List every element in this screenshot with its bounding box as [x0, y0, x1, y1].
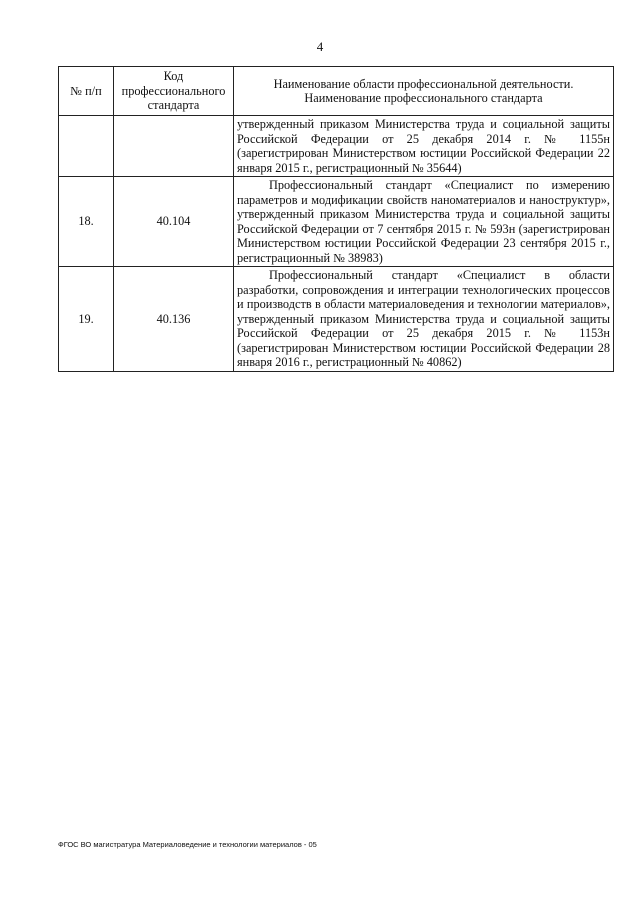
row-standard-name [234, 177, 614, 267]
header-standard-name: Наименование области профессиональной деятельности. Наименование профессионального стандарта [234, 67, 614, 116]
table-row [59, 267, 614, 372]
row-standard-code: 40.104 [114, 177, 234, 267]
document-footer: ФГОС ВО магистратура Материаловедение и технологии материалов - 05 [58, 840, 317, 849]
table-row [59, 116, 614, 177]
table-row [59, 177, 614, 267]
row-number [59, 116, 114, 177]
table-header-row [59, 67, 614, 116]
row-standard-name-text: утвержденный приказом Министерства труда и социальной защиты Российской Федерации от 25 декабря 2014 г. № 1155н (зарегистрирован Министерством юстиции Российской Федерации 22 января 2015 г., регистрационный № 35644) [237, 117, 610, 175]
header-standard-code: Код профессионального стандарта [114, 67, 234, 116]
header-number: № п/п [59, 67, 114, 116]
row-standard-code [114, 116, 234, 177]
row-standard-name [234, 267, 614, 372]
row-number: 18. [59, 177, 114, 267]
row-standard-name-text: Профессиональный стандарт «Специалист по измерению параметров и модификации свойств наноматериалов и наноструктур», утвержденный приказом Министерства труда и социальной защиты Российской Федерации от 7 сентября 2015 г. № 593н (зарегистрирован Министерством юстиции Российской Федерации 23 сентября 2015 г., регистрационный № 38983) [237, 178, 610, 265]
professional-standards-table [58, 66, 614, 372]
row-standard-name-text: Профессиональный стандарт «Специалист в области разработки, сопровождения и интеграции технологических процессов и производств в области материаловедения и технологии материалов», утвержденный приказом Министерства труда и социальной защиты Российской Федерации от 25 декабря 2015 г. № 1153н (зарегистрирован Министерством юстиции Российской Федерации 28 января 2016 г., регистрационный № 40862) [237, 268, 610, 369]
row-standard-name [234, 116, 614, 177]
row-standard-code: 40.136 [114, 267, 234, 372]
row-number: 19. [59, 267, 114, 372]
page-number: 4 [316, 39, 324, 54]
